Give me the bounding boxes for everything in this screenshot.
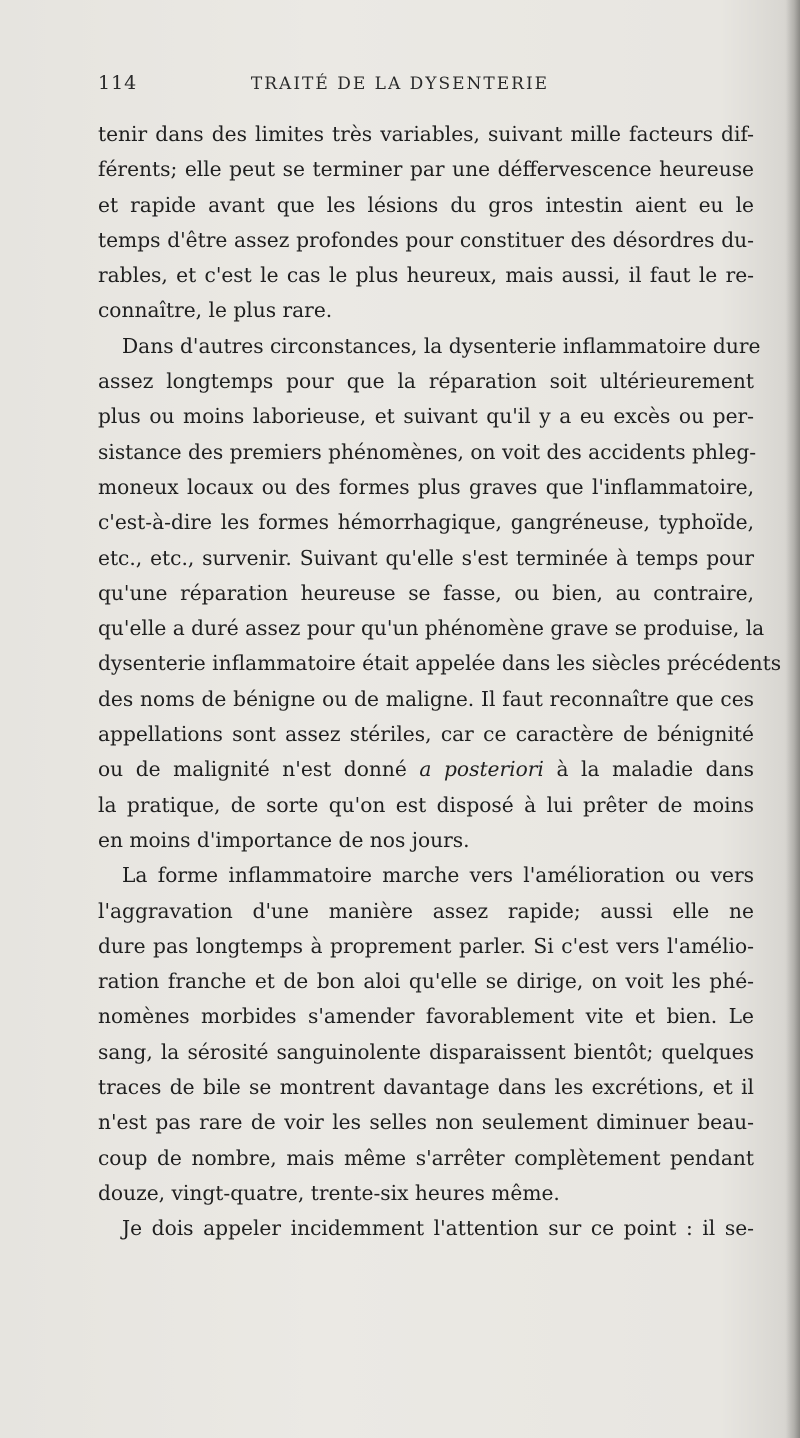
paragraph-start: Je dois appeler incidemment l'attention sur ce point : il se- <box>122 1216 754 1241</box>
page-number: 114 <box>98 72 138 94</box>
text-line: n'est pas rare de voir les selles non seulement diminuer beau- <box>98 1110 754 1135</box>
text-line: c'est-à-dire les formes hémorrhagique, gangréneuse, typhoïde, <box>98 510 754 535</box>
text-line: douze, vingt-quatre, trente-six heures même. <box>98 1180 560 1205</box>
italic-phrase: a posteriori <box>419 757 544 782</box>
text-line: sistance des premiers phénomènes, on voit des accidents phleg- <box>98 439 757 464</box>
text-line: moneux locaux ou des formes plus graves que l'inflammatoire, <box>98 474 754 499</box>
text-line: assez longtemps pour que la réparation soit ultérieurement <box>98 369 754 394</box>
text-line: etc., etc., survenir. Suivant qu'elle s'est terminée à temps pour <box>98 545 754 570</box>
text-line: en moins d'importance de nos jours. <box>98 827 470 852</box>
text-line: sang, la sérosité sanguinolente disparaissent bientôt; quelques <box>98 1039 754 1064</box>
text-line: et rapide avant que les lésions du gros intestin aient eu le <box>98 192 754 217</box>
text-line-with-italic <box>98 752 754 787</box>
body-text <box>98 117 782 1247</box>
text-line: qu'une réparation heureuse se fasse, ou bien, au contraire, <box>98 580 754 605</box>
text-line: traces de bile se montrent davantage dans les excrétions, et il <box>98 1075 754 1100</box>
running-title: TRAITÉ DE LA DYSENTERIE <box>250 74 550 94</box>
text-line: dure pas longtemps à proprement parler. Si c'est vers l'amélio- <box>98 933 754 958</box>
text-line: des noms de bénigne ou de maligne. Il faut reconnaître que ces <box>98 686 754 711</box>
page-edge-shadow <box>786 0 800 1438</box>
text-line: dysenterie inflammatoire était appelée dans les siècles précédents <box>98 651 782 676</box>
text-line: appellations sont assez stériles, car ce caractère de bénignité <box>98 722 754 747</box>
text-line: la pratique, de sorte qu'on est disposé à lui prêter de moins <box>98 792 754 817</box>
text-line: rables, et c'est le cas le plus heureux, mais aussi, il faut le re- <box>98 263 754 288</box>
text-segment: à la maladie dans <box>543 757 754 782</box>
text-line: temps d'être assez profondes pour constituer des désordres du- <box>98 227 754 252</box>
text-line: tenir dans des limites très variables, suivant mille facteurs dif- <box>98 122 754 146</box>
text-line: férents; elle peut se terminer par une déffervescence heureuse <box>98 157 754 182</box>
paragraph-start: Dans d'autres circonstances, la dysenterie inflammatoire dure <box>122 333 761 358</box>
text-line: plus ou moins laborieuse, et suivant qu'il y a eu excès ou per- <box>98 404 754 429</box>
text-line: l'aggravation d'une manière assez rapide; aussi elle ne <box>98 898 754 923</box>
text-line: coup de nombre, mais même s'arrêter complètement pendant <box>98 1145 754 1170</box>
text-line: qu'elle a duré assez pour qu'un phénomène grave se produise, la <box>98 616 765 641</box>
text-line: connaître, le plus rare. <box>98 298 333 323</box>
text-segment: ou de malignité n'est donné <box>98 757 420 782</box>
paragraph-start: La forme inflammatoire marche vers l'amélioration ou vers <box>122 863 754 888</box>
text-line: ration franche et de bon aloi qu'elle se dirige, on voit les phé- <box>98 969 754 994</box>
text-line: nomènes morbides s'amender favorablement vite et bien. Le <box>98 1004 754 1029</box>
running-head <box>92 70 672 100</box>
